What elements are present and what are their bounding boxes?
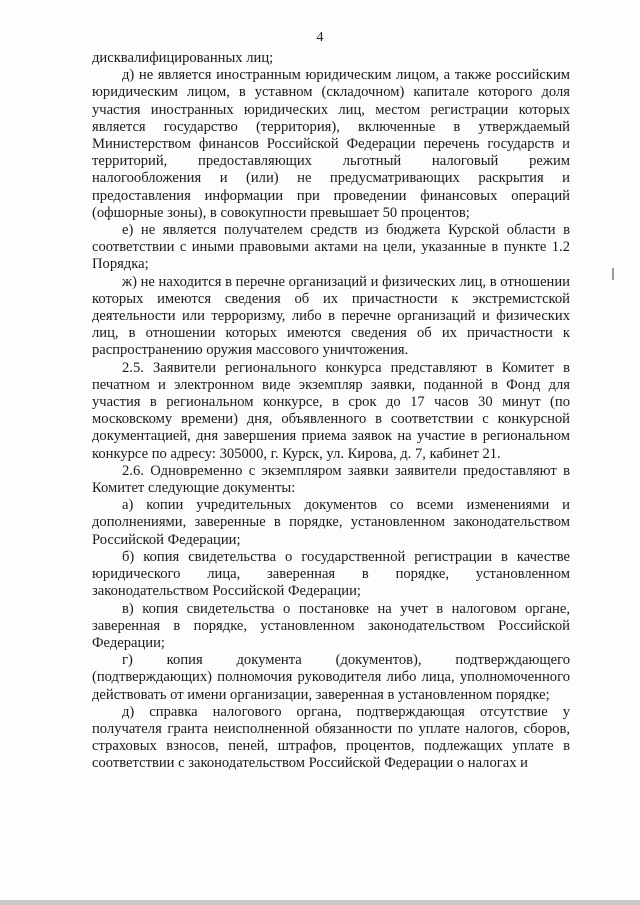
paragraph-item-a-founding-documents: а) копии учредительных документов со всеми изменениями и дополнениями, заверенные в порядке, установленном законодательством Российской Федерации; — [92, 497, 570, 548]
scan-artifact-mark — [612, 268, 614, 280]
paragraph-item-zh-extremism-list: ж) не находится в перечне организаций и физических лиц, в отношении которых имеются сведения об их причастности к экстремистской деятельности или терроризму, либо в перечне организаций и физических лиц, в отношении которых имеются сведения об их причастности к распространению оружия массового уничтожения. — [92, 273, 570, 359]
paragraph-item-g-authority-document: г) копия документа (документов), подтверждающего (подтверждающих) полномочия руководителя либо лица, уполномоченного действовать от имени организации, заверенная в установленном порядке; — [92, 652, 570, 703]
document-body — [92, 50, 570, 773]
paragraph-item-d-tax-certificate: д) справка налогового органа, подтверждающая отсутствие у получателя гранта неисполненной обязанности по уплате налогов, сборов, страховых взносов, пеней, штрафов, процентов, подлежащих уплате в соответствии с законодательством Российской Федерации о налогах и — [92, 703, 570, 772]
paragraph-2-6-documents-intro: 2.6. Одновременно с экземпляром заявки заявители предоставляют в Комитет следующие документы: — [92, 462, 570, 497]
paragraph-continuation: дисквалифицированных лиц; — [92, 50, 274, 66]
scan-bottom-edge — [0, 900, 640, 905]
paragraph-item-b-registration-certificate: б) копия свидетельства о государственной регистрации в качестве юридического лица, заверенная в порядке, установленном законодательством Российской Федерации; — [92, 548, 570, 600]
paragraph-2-5-application-submission: 2.5. Заявители регионального конкурса представляют в Комитет в печатном и электронном виде экземпляр заявки, поданной в Фонд для участия в региональном конкурсе, в срок до 17 часов 30 минут (по московскому времени) дня, объявленного в соответствии с конкурсной документацией, дня завершения приема заявок на участие в региональном конкурсе по адресу: 305000, г. Курск, ул. Кирова, д. 7, кабинет 21. — [92, 359, 570, 462]
paragraph-item-d-foreign-entity: д) не является иностранным юридическим лицом, а также российским юридическим лицом, в уставном (складочном) капитале которого доля участия иностранных юридических лиц, местом регистрации которых является государство (территория), включенные в утверждаемый Министерством финансов Российской Федерации перечень государств и территорий, предоставляющих льготный налоговый режим налогообложения и (или) не предусматривающих раскрытия и предоставления информации при проведении финансовых операций (офшорные зоны), в совокупности превышает 50 процентов; — [92, 67, 570, 221]
paragraph-item-v-tax-registration: в) копия свидетельства о постановке на учет в налоговом органе, заверенная в порядке, установленном законодательством Российской Федерации; — [92, 600, 570, 651]
paragraph-item-e-budget-funds: е) не является получателем средств из бюджета Курской области в соответствии с иными правовыми актами на цели, указанные в пункте 1.2 Порядка; — [92, 222, 570, 273]
page-number: 4 — [316, 30, 324, 45]
